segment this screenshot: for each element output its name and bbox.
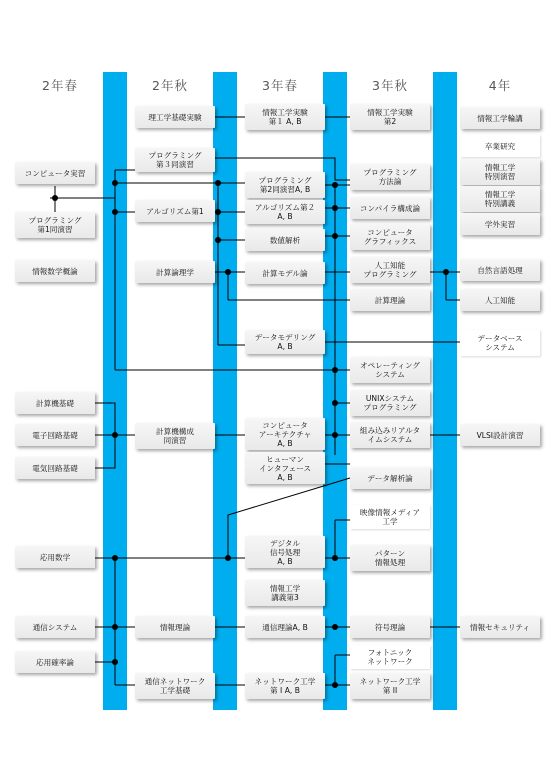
course-data-kaiseki: データ解析論: [350, 467, 430, 489]
course-tsushin-network: 通信ネットワーク 工学基礎: [135, 673, 215, 699]
course-tsushin-system: 通信システム: [15, 616, 95, 638]
course-network-1: ネットワーク工学 第 I A, B: [245, 673, 325, 699]
course-programming-1: プログラミング 第1同演習: [15, 212, 95, 238]
course-graphics: コンピュータ グラフィックス: [350, 224, 430, 250]
course-keisan-riron: 計算理論: [350, 289, 430, 311]
course-tokubetsu-kogi: 情報工学 特別講義: [460, 186, 540, 212]
course-denki-kairo: 電気回路基礎: [15, 457, 95, 479]
column-header-2nd-autumn: 2年秋: [152, 78, 188, 93]
course-eizo-media: 映像情報メディア 工学: [350, 505, 430, 529]
course-human-interface: ヒューマン インタフェース A, B: [245, 452, 325, 484]
course-vlsi: VLSI設計演習: [460, 424, 540, 446]
course-programming-hoho: プログラミング 方法論: [350, 164, 430, 190]
course-jikken-1: 情報工学実験 第１ A, B: [245, 104, 325, 130]
course-photonic-network: フォトニック ネットワーク: [350, 645, 430, 669]
course-tokubetsu-jisshu: 情報工学 特別演習: [460, 159, 540, 185]
course-pattern: パターン 情報処理: [350, 545, 430, 571]
course-compiler: コンパイラ構成論: [350, 197, 430, 219]
course-digital-signal: デジタル 信号処理 A, B: [245, 536, 325, 568]
course-programming-2: プログラミング 第2同演習A, B: [245, 172, 325, 198]
course-algorithm-1: アルゴリズム第1: [135, 200, 215, 222]
course-shizen-gengo: 自然言語処理: [460, 259, 540, 281]
course-joho-sugaku: 情報数学概論: [15, 260, 95, 282]
course-keisanki-kiso: 計算機基礎: [15, 392, 95, 414]
course-sotsugyo-kenkyu: 卒業研究: [460, 135, 540, 157]
course-oyo-sugaku: 応用数学: [15, 546, 95, 568]
course-gakugai-jisshu: 学外実習: [460, 213, 540, 235]
course-operating-system: オペレーティング システム: [350, 357, 430, 383]
course-rikogaku-jikken: 理工学基礎実験: [135, 106, 215, 128]
course-keisan-ronri: 計算論理学: [135, 261, 215, 283]
course-joho-riron: 情報理論: [135, 616, 215, 638]
course-keisan-model: 計算モデル論: [245, 262, 325, 284]
course-database: データベース システム: [460, 330, 540, 356]
course-jinko-chino: 人工知能: [460, 289, 540, 311]
course-programming-3: プログラミング 第３同演習: [135, 148, 215, 172]
course-algorithm-2: アルゴリズム第２ A, B: [245, 200, 325, 224]
course-ai-programming: 人工知能 プログラミング: [350, 257, 430, 283]
course-network-2: ネットワーク工学 第 II: [350, 673, 430, 699]
course-denshi-kairo: 電子回路基礎: [15, 424, 95, 446]
course-tsushin-riron: 通信理論A, B: [245, 616, 325, 638]
course-oyo-kakuritsu: 応用確率論: [15, 651, 95, 673]
course-security: 情報セキュリティ: [460, 616, 540, 638]
course-computer-jisshu: コンピュータ実習: [15, 162, 95, 184]
course-embedded: 組み込みリアルタ イムシステム: [350, 422, 430, 448]
column-header-3rd-spring: 3年春: [262, 78, 298, 93]
course-jikken-2: 情報工学実験 第2: [350, 104, 430, 130]
course-suchi-kaiseki: 数値解析: [245, 229, 325, 251]
column-header-4th-year: 4年: [488, 78, 512, 93]
course-unix: UNIXシステム プログラミング: [350, 390, 430, 416]
course-data-modeling: データモデリング A, B: [245, 330, 325, 354]
course-keisanki-kosei: 計算機構成 同演習: [135, 423, 215, 449]
column-header-3rd-autumn: 3年秋: [372, 78, 408, 93]
column-header-2nd-spring: 2年春: [42, 78, 78, 93]
course-computer-architecture: コンピュータ アーキテクチャ A, B: [245, 418, 325, 450]
course-fugo-riron: 符号理論: [350, 616, 430, 638]
course-kogi-3: 情報工学 講義第3: [245, 580, 325, 606]
course-rinko: 情報工学輪講: [460, 107, 540, 129]
